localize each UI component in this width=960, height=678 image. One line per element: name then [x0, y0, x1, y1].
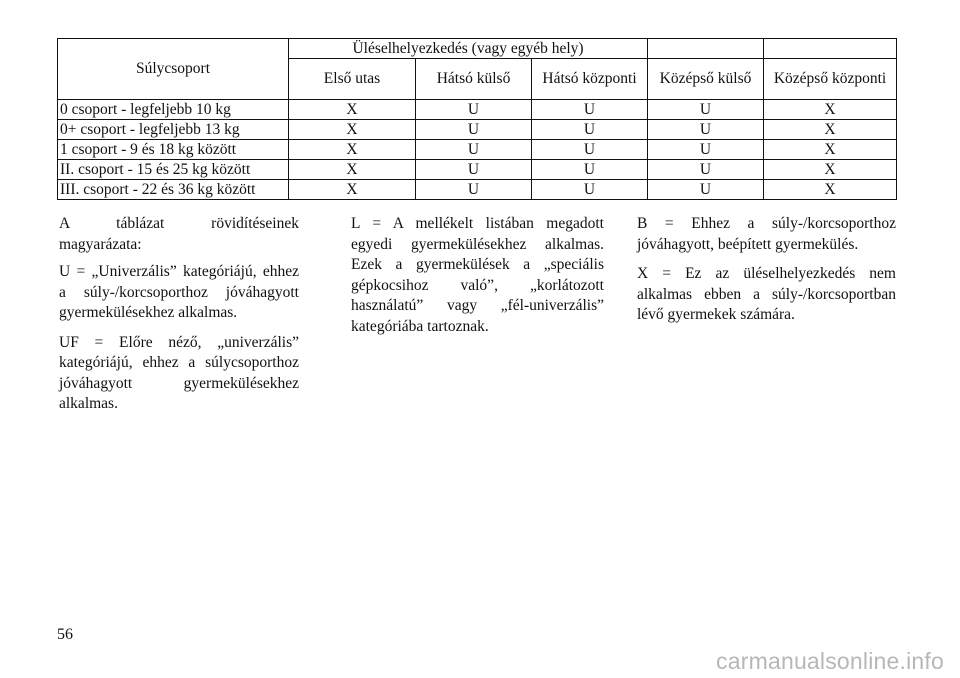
column-header: Első utas: [289, 59, 416, 100]
table-cell: U: [532, 160, 648, 180]
table-cell: X: [289, 120, 416, 140]
table-row: [58, 160, 897, 180]
position-title-header: Üléselhelyezkedés (vagy egyéb hely): [289, 39, 648, 59]
page-number: 56: [57, 626, 73, 643]
table-cell: X: [289, 100, 416, 120]
table-cell: U: [532, 180, 648, 200]
table-cell: U: [416, 160, 532, 180]
empty-header-cell: [764, 39, 897, 59]
watermark: carmanualsonline.info: [716, 648, 944, 674]
legend-column-right: [637, 214, 896, 335]
table-cell: U: [648, 180, 764, 200]
table-cell: X: [764, 120, 897, 140]
table-cell: U: [648, 160, 764, 180]
group-label: 1 csoport - 9 és 18 kg között: [58, 140, 289, 160]
table-cell: X: [764, 140, 897, 160]
table-cell: U: [416, 180, 532, 200]
column-header: Hátsó külső: [416, 59, 532, 100]
table-cell: U: [416, 100, 532, 120]
table-cell: U: [532, 120, 648, 140]
legend-b-definition: B = Ehhez a súly-/korcsoporthoz jóváhagyott, beépített gyermekülés.: [637, 215, 896, 253]
table-cell: X: [764, 100, 897, 120]
table-cell: X: [764, 160, 897, 180]
group-label: 0 csoport - legfeljebb 10 kg: [58, 100, 289, 120]
legend-x-definition: X = Ez az üléselhelyezkedés nem alkalmas ebben a súly-/korcsoportban lévő gyermekek számára.: [637, 265, 896, 323]
table-cell: X: [289, 180, 416, 200]
legend-column-middle: [351, 214, 604, 346]
legend-column-left: [59, 214, 299, 424]
seat-compatibility-table-wrap: [57, 38, 896, 200]
table-row: [58, 120, 897, 140]
table-cell: U: [648, 140, 764, 160]
table-cell: U: [648, 100, 764, 120]
table-cell: U: [416, 120, 532, 140]
table-row: [58, 140, 897, 160]
empty-header-cell: [648, 39, 764, 59]
table-cell: U: [532, 140, 648, 160]
legend-l-definition: L = A mellékelt listában megadott egyedi gyermekülésekhez alkalmas. Ezek a gyermekülések a „speciális gépkocsihoz való”, „korlátozott használatú” vagy „fél-univerzális” kategóriába tartoznak.: [351, 215, 604, 335]
column-header: Hátsó központi: [532, 59, 648, 100]
table-row: [58, 180, 897, 200]
group-label: 0+ csoport - legfeljebb 13 kg: [58, 120, 289, 140]
seat-compatibility-table: [57, 38, 897, 200]
legend-uf-definition: UF = Előre néző, „univerzális” kategóriájú, ehhez a súlycsoporthoz jóváhagyott gyermekülésekhez alkalmas.: [59, 333, 299, 412]
legend-u-definition: U = „Univerzális” kategóriájú, ehhez a súly-/korcsoporthoz jóváhagyott gyermekülésekhez alkalmas.: [59, 263, 299, 321]
group-label: II. csoport - 15 és 25 kg között: [58, 160, 289, 180]
column-header: Középső központi: [764, 59, 897, 100]
group-label: III. csoport - 22 és 36 kg között: [58, 180, 289, 200]
table-cell: U: [416, 140, 532, 160]
table-cell: X: [289, 140, 416, 160]
table-header-row-1: [58, 39, 897, 59]
legend-intro: A táblázat rövidítéseinek magyarázata:: [59, 215, 299, 253]
table-cell: U: [648, 120, 764, 140]
group-column-header: Súlycsoport: [58, 39, 289, 100]
table-row: [58, 100, 897, 120]
table-cell: X: [764, 180, 897, 200]
column-header: Középső külső: [648, 59, 764, 100]
table-cell: U: [532, 100, 648, 120]
table-cell: X: [289, 160, 416, 180]
